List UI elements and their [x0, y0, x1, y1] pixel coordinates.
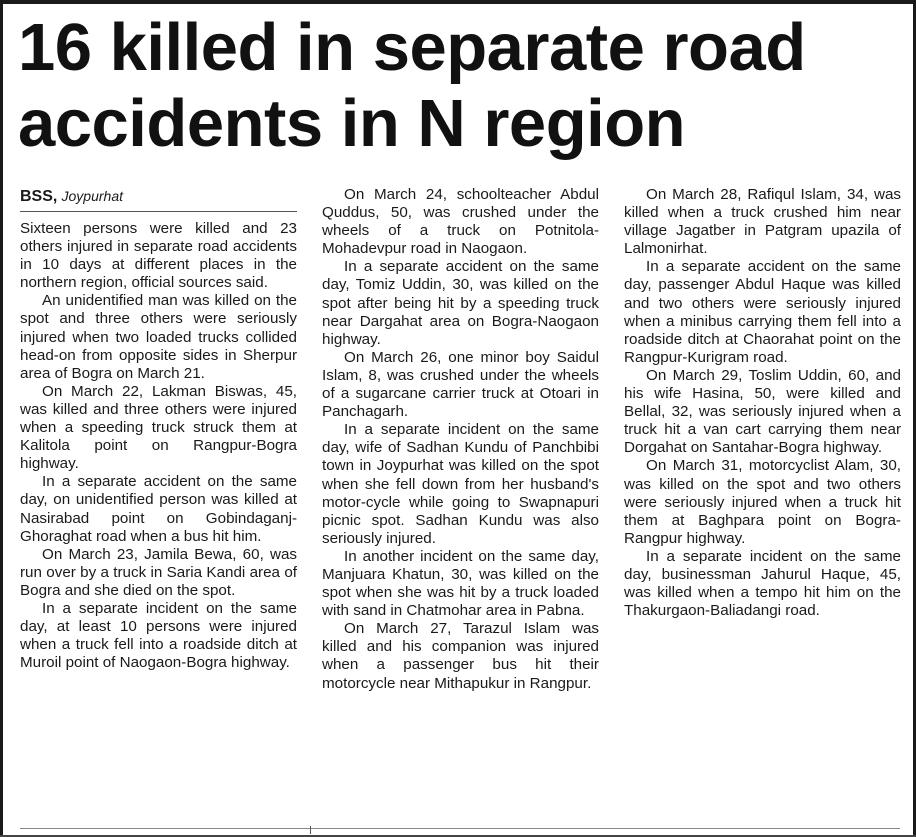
byline-location: Joypurhat	[61, 188, 123, 204]
paragraph: In a separate incident on the same day, at least 10 persons were injured when a truck fell into a roadside ditch at Muroil point of Naogaon-Bogra highway.	[20, 599, 297, 672]
paragraph: On March 31, motorcyclist Alam, 30, was killed on the spot and two others were seriously injured when a truck hit them at Baghpara point on Bogra-Rangpur highway.	[624, 457, 901, 547]
headline: 16 killed in separate road accidents in N region	[18, 10, 806, 161]
paragraph: On March 26, one minor boy Saidul Islam, 8, was crushed under the wheels of a sugarcane carrier truck at Otoari in Panchagarh.	[322, 348, 599, 421]
paragraph: In a separate accident on the same day, passenger Abdul Haque was killed and two others were seriously injured when a minibus carrying them fell into a roadside ditch at Chaorahat point on the Rangpur-Kurigram road.	[624, 258, 901, 366]
left-border	[0, 0, 3, 837]
paragraph: On March 27, Tarazul Islam was killed and his companion was injured when a passenger bus hit their motorcycle near Mithapukur in Rangpur.	[322, 620, 599, 692]
footer-rule	[20, 828, 900, 829]
byline-rule	[20, 211, 297, 212]
paragraph: In a separate accident on the same day, on unidentified person was killed at Nasirabad point on Gobindaganj-Ghoraghat road when a bus hit him.	[20, 473, 297, 545]
article-body	[20, 186, 900, 826]
paragraph: On March 29, Toslim Uddin, 60, and his wife Hasina, 50, were killed and Bellal, 32, was seriously injured when a truck hit a van cart carrying them near Dorgahat on Santahar-Bogra highway.	[624, 366, 901, 457]
paragraph: In a separate incident on the same day, wife of Sadhan Kundu of Panchbibi town in Joypurhat was killed on the spot when she fell down from her husband's motor-cycle while going to Swapnapuri picnic spot. Sadhan Kundu was also seriously injured.	[322, 421, 599, 547]
paragraph: On March 23, Jamila Bewa, 60, was run over by a truck in Saria Kandi area of Bogra and she died on the spot.	[20, 545, 297, 599]
paragraph: Sixteen persons were killed and 23 others injured in separate road accidents in 10 days at different places in the northern region, official sources said.	[20, 220, 297, 292]
paragraph: In another incident on the same day, Manjuara Khatun, 30, was killed on the spot when she was hit by a truck loaded with sand in Chatmohar area in Pabna.	[322, 547, 599, 620]
footer-tick	[310, 826, 311, 834]
byline	[20, 186, 297, 207]
column-2	[322, 186, 599, 826]
paragraph: On March 22, Lakman Biswas, 45, was killed and three others were injured when a speeding truck struck them at Kalitola point on Rangpur-Bogra highway.	[20, 382, 297, 473]
column-1	[20, 186, 297, 826]
paragraph: On March 24, schoolteacher Abdul Quddus, 50, was crushed under the wheels of a truck on Potnitola-Mohadevpur road in Naogaon.	[322, 186, 599, 258]
paragraph: On March 28, Rafiqul Islam, 34, was killed when a truck crushed him near village Jagatber in Patgram upazila of Lalmonirhat.	[624, 186, 901, 258]
paragraph: An unidentified man was killed on the spot and three others were seriously injured when two loaded trucks collided head-on from opposite sides in Sherpur area of Bogra on March 21.	[20, 292, 297, 382]
paragraph: In a separate accident on the same day, Tomiz Uddin, 30, was killed on the spot after being hit by a speeding truck near Dargahat area on Bogra-Naogaon highway.	[322, 258, 599, 348]
top-border	[0, 0, 916, 4]
paragraph: In a separate incident on the same day, businessman Jahurul Haque, 45, was killed when a tempo hit him on the Thakurgaon-Baliadangi road.	[624, 547, 901, 620]
byline-agency: BSS,	[20, 188, 58, 205]
column-3	[624, 186, 901, 826]
